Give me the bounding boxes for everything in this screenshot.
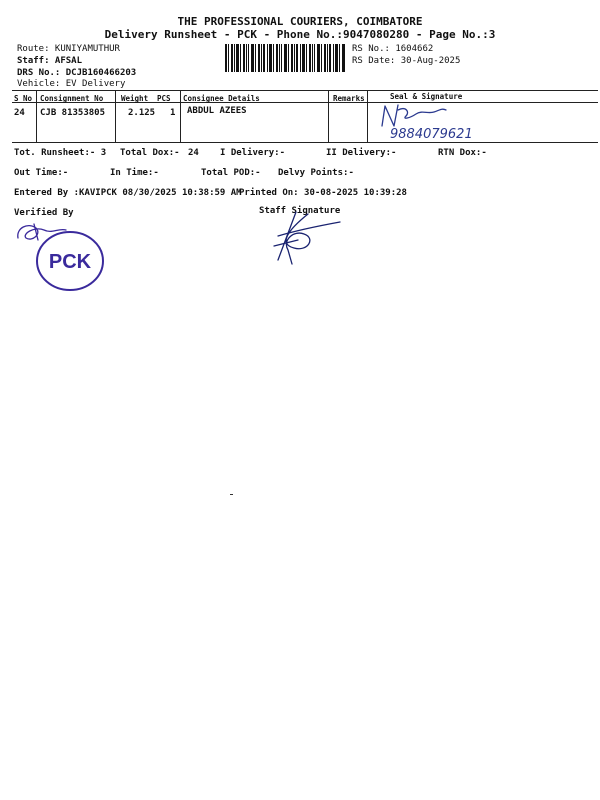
route-label: Route: KUNIYAMUTHUR — [17, 44, 120, 54]
header-pcs: PCS — [157, 94, 171, 103]
runsheet-subtitle: Delivery Runsheet - PCK - Phone No.:9047080280 - Page No.:3 — [104, 28, 496, 41]
col-divider — [36, 90, 37, 142]
cell-sno: 24 — [14, 108, 25, 118]
entered-by: Entered By :KAVIPCK 08/30/2025 10:38:59 AM — [14, 188, 242, 198]
header-remarks: Remarks — [333, 94, 365, 103]
rs-number: RS No.: 1604662 — [352, 44, 434, 54]
out-time-label: Out Time:- — [14, 168, 69, 178]
header-consignee: Consignee Details — [183, 94, 260, 103]
total-runsheet: Tot. Runsheet:- 3 — [14, 148, 107, 158]
handwritten-phone: 9884079621 — [390, 127, 473, 142]
stray-mark — [230, 494, 233, 495]
total-dox-value: 24 — [188, 148, 199, 158]
in-time-label: In Time:- — [110, 168, 159, 178]
drs-number: DRS No.: DCJB160466203 — [17, 68, 137, 78]
header-weight: Weight — [121, 94, 149, 103]
cell-weight: 2.125 — [128, 108, 156, 118]
total-pod-label: Total POD:- — [201, 168, 261, 178]
pck-stamp — [35, 230, 105, 292]
cell-consignee: ABDUL AZEES — [187, 106, 247, 116]
printed-on: Printed On: 30-08-2025 10:39:28 — [239, 188, 407, 198]
col-divider — [367, 90, 368, 142]
rs-date: RS Date: 30-Aug-2025 — [352, 56, 461, 66]
staff-signature — [268, 210, 348, 266]
col-divider — [115, 90, 116, 142]
ii-delivery-label: II Delivery:- — [326, 148, 397, 158]
rtn-dox-label: RTN Dox:- — [438, 148, 487, 158]
cell-pcs: 1 — [170, 108, 176, 118]
header-consignment: Consignment No — [40, 94, 104, 103]
vehicle-label: Vehicle: EV Delivery — [17, 79, 126, 89]
col-divider — [180, 90, 181, 142]
staff-signature-label: Staff Signature — [259, 206, 341, 216]
barcode-image — [225, 44, 345, 72]
i-delivery-label: I Delivery:- — [220, 148, 286, 158]
col-divider — [328, 90, 329, 142]
header-sno: S No — [14, 94, 33, 103]
cell-consignment: CJB 81353805 — [40, 108, 106, 118]
table-top-rule — [12, 90, 598, 91]
verified-by-label: Verified By — [14, 208, 74, 218]
stamp-text: PCK — [48, 251, 92, 273]
header-seal-signature: Seal & Signature — [390, 92, 463, 101]
total-dox-label: Total Dox:- — [120, 148, 180, 158]
receiver-signature — [376, 100, 526, 144]
company-title: THE PROFESSIONAL COURIERS, COIMBATORE — [177, 15, 423, 28]
delvy-points-label: Delvy Points:- — [278, 168, 354, 178]
staff-label: Staff: AFSAL — [17, 56, 83, 66]
